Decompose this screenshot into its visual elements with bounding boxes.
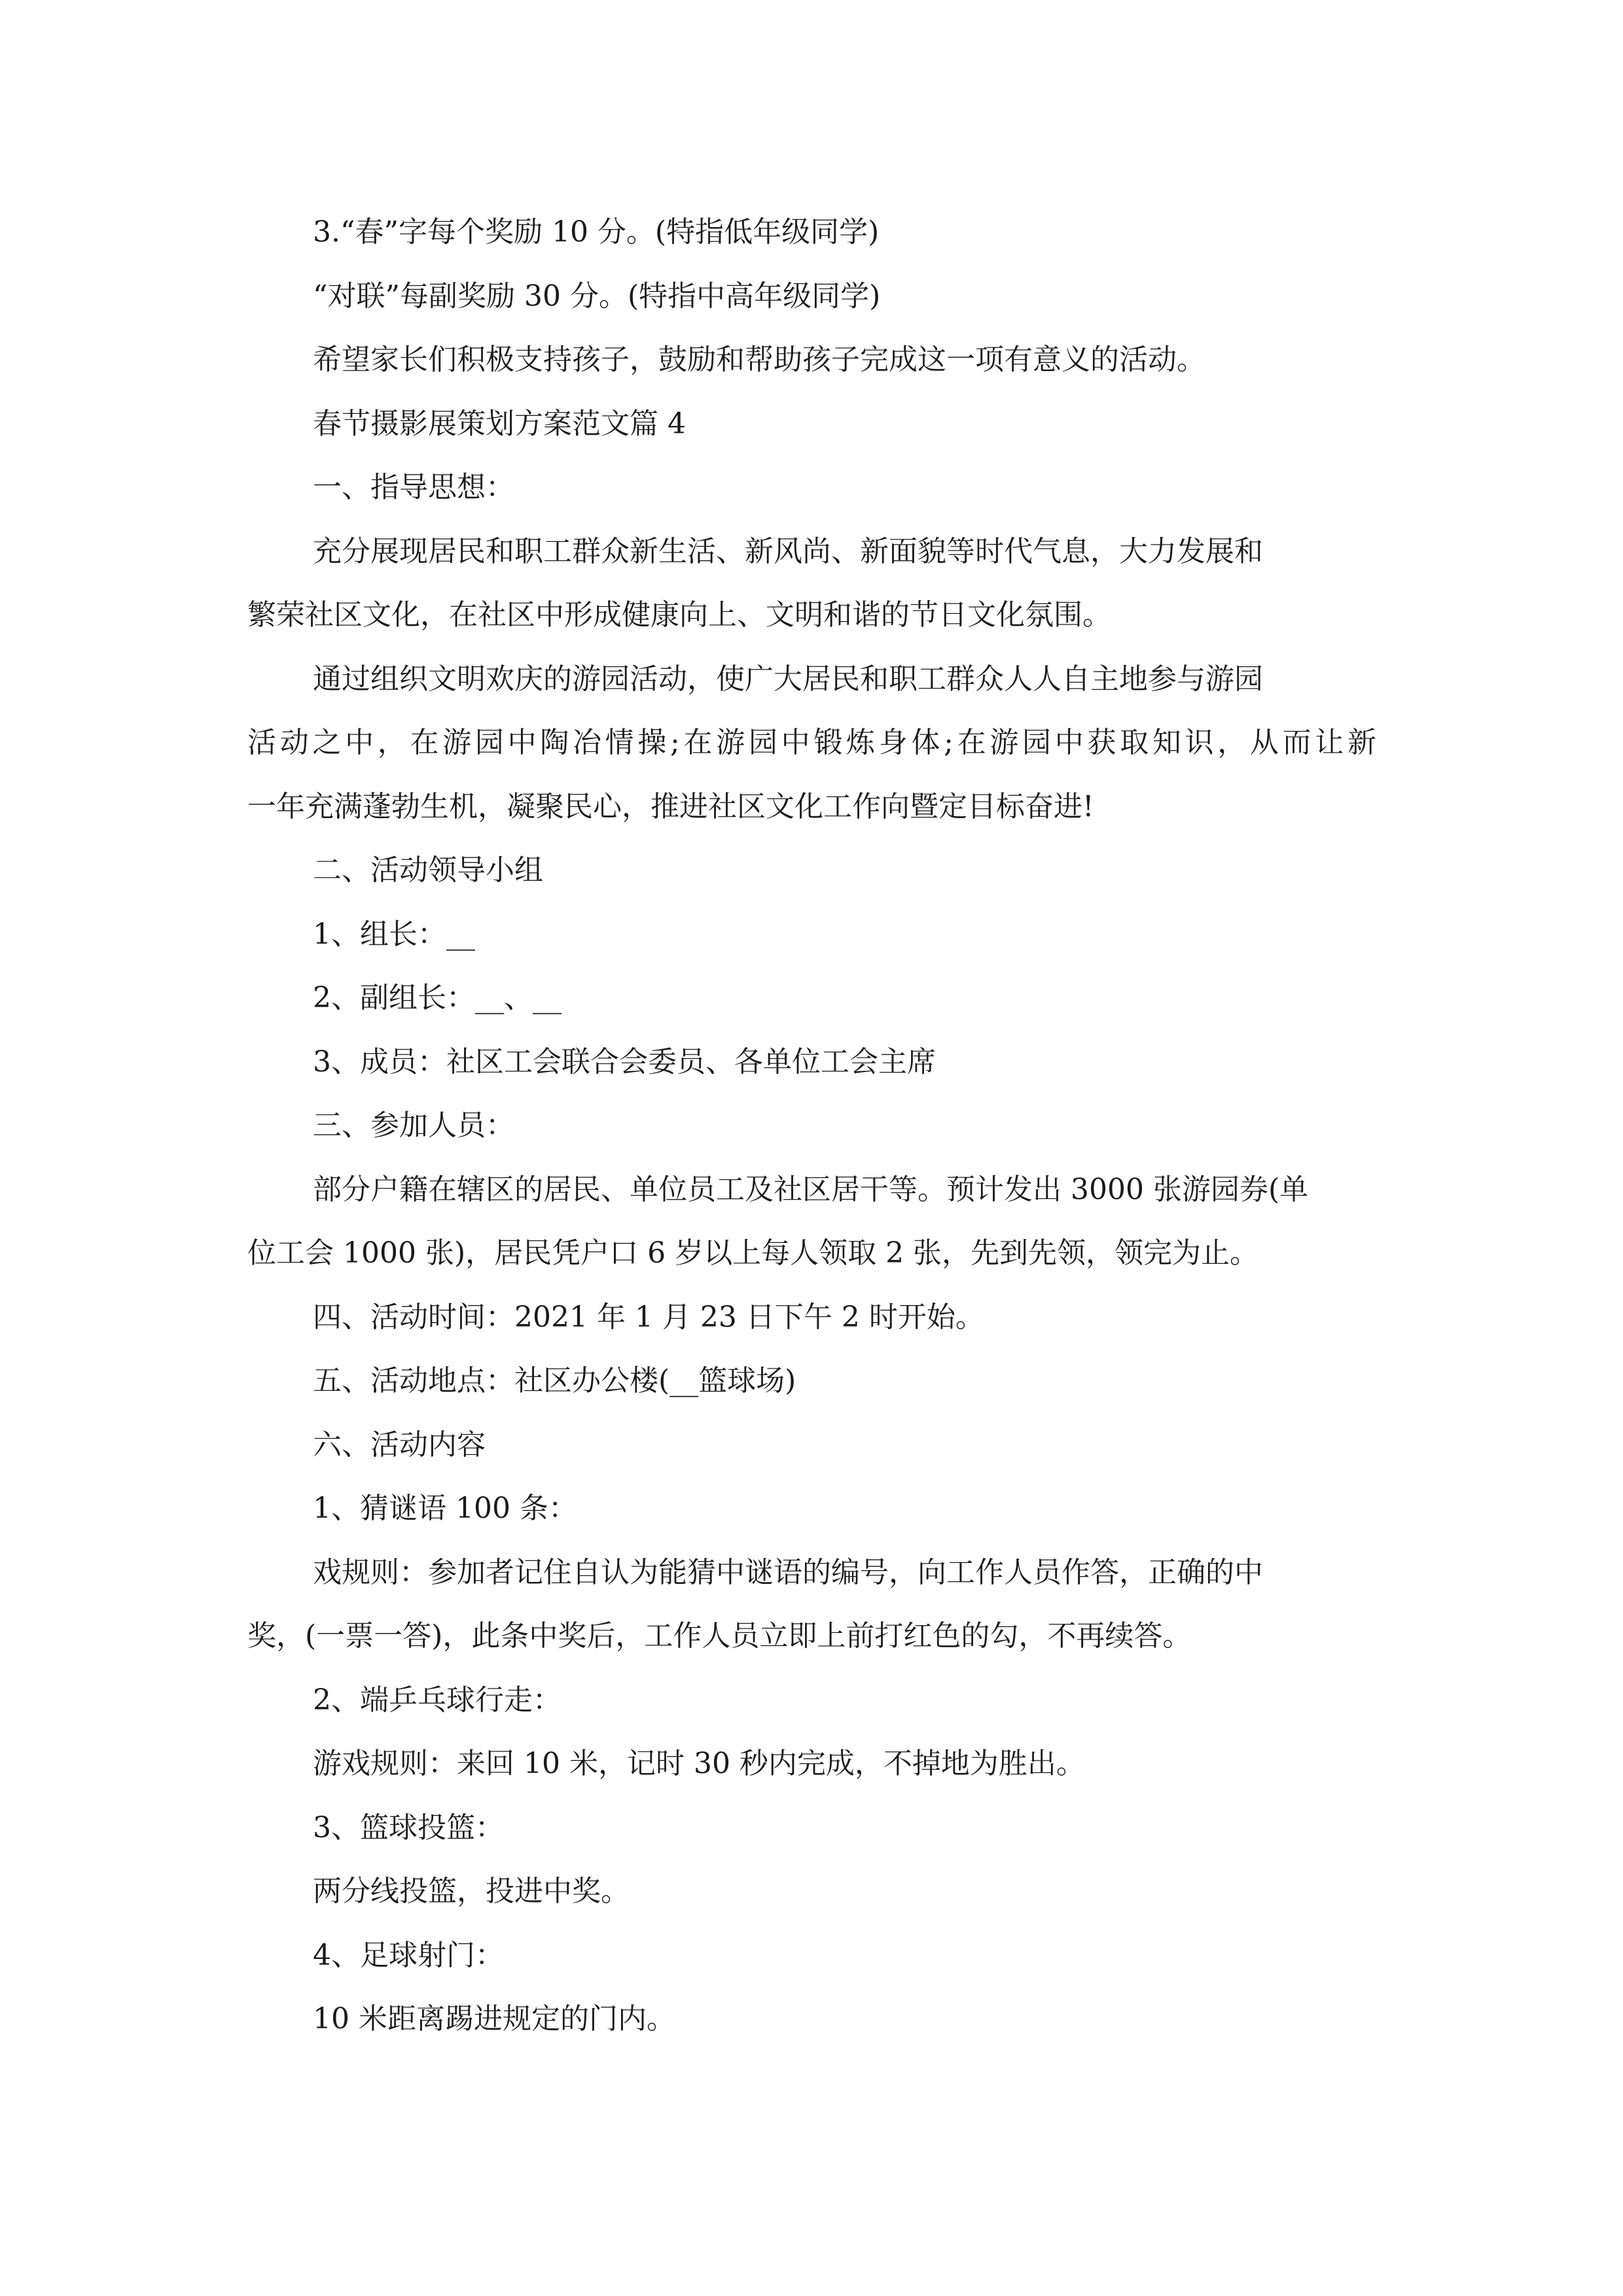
text-line: 奖，(一票一答)，此条中奖后，工作人员立即上前打红色的勾，不再续答。 <box>247 1619 1192 1653</box>
list-item: 3、篮球投篮： <box>313 1810 504 1844</box>
text-line: 位工会 1000 张)，居民凭户口 6 岁以上每人领取 2 张，先到先领，领完为止。 <box>247 1236 1259 1270</box>
section-heading: 四、活动时间：2021 年 1 月 23 日下午 2 时开始。 <box>313 1300 984 1334</box>
text-line: 活动之中，在游园中陶冶情操;在游园中锻炼身体;在游园中获取知识，从而让新 <box>247 726 1376 759</box>
text-line: 繁荣社区文化，在社区中形成健康向上、文明和谐的节日文化氛围。 <box>247 598 1111 632</box>
list-item: 3、成员：社区工会联合会委员、各单位工会主席 <box>313 1045 936 1079</box>
list-item: 1、猜谜语 100 条： <box>313 1492 577 1525</box>
text-line: 3.“春”字每个奖励 10 分。(特指低年级同学) <box>313 215 880 249</box>
text-line: 戏规则：参加者记住自认为能猜中谜语的编号，向工作人员作答，正确的中 <box>313 1555 1263 1589</box>
section-heading: 五、活动地点：社区办公楼(__篮球场) <box>313 1364 796 1397</box>
section-heading: 一、指导思想： <box>313 471 514 504</box>
list-item: 1、组长：__ <box>313 917 475 951</box>
text-line: “对联”每副奖励 30 分。(特指中高年级同学) <box>313 279 881 313</box>
section-heading: 三、参加人员： <box>313 1109 514 1142</box>
list-item: 2、端乒乓球行走： <box>313 1683 562 1717</box>
list-item: 2、副组长：__、__ <box>313 981 562 1014</box>
section-title: 春节摄影展策划方案范文篇 4 <box>313 406 686 440</box>
text-line: 通过组织文明欢庆的游园活动，使广大居民和职工群众人人自主地参与游园 <box>313 662 1263 696</box>
section-heading: 六、活动内容 <box>313 1427 486 1462</box>
text-line: 充分展现居民和职工群众新生活、新风尚、新面貌等时代气息，大力发展和 <box>313 534 1263 568</box>
section-heading: 二、活动领导小组 <box>313 853 543 887</box>
text-line: 部分户籍在辖区的居民、单位员工及社区居干等。预计发出 3000 张游园券(单 <box>313 1172 1309 1206</box>
list-item: 4、足球射门： <box>313 1938 504 1972</box>
text-line: 游戏规则：来回 10 米，记时 30 秒内完成，不掉地为胜出。 <box>313 1747 1085 1780</box>
text-line: 10 米距离踢进规定的门内。 <box>313 2002 675 2036</box>
text-line: 一年充满蓬勃生机，凝聚民心，推进社区文化工作向暨定目标奋进! <box>247 789 1094 823</box>
document-body <box>247 200 1376 2051</box>
text-line: 希望家长们积极支持孩子，鼓励和帮助孩子完成这一项有意义的活动。 <box>313 343 1205 376</box>
text-line: 两分线投篮，投进中奖。 <box>313 1874 630 1908</box>
